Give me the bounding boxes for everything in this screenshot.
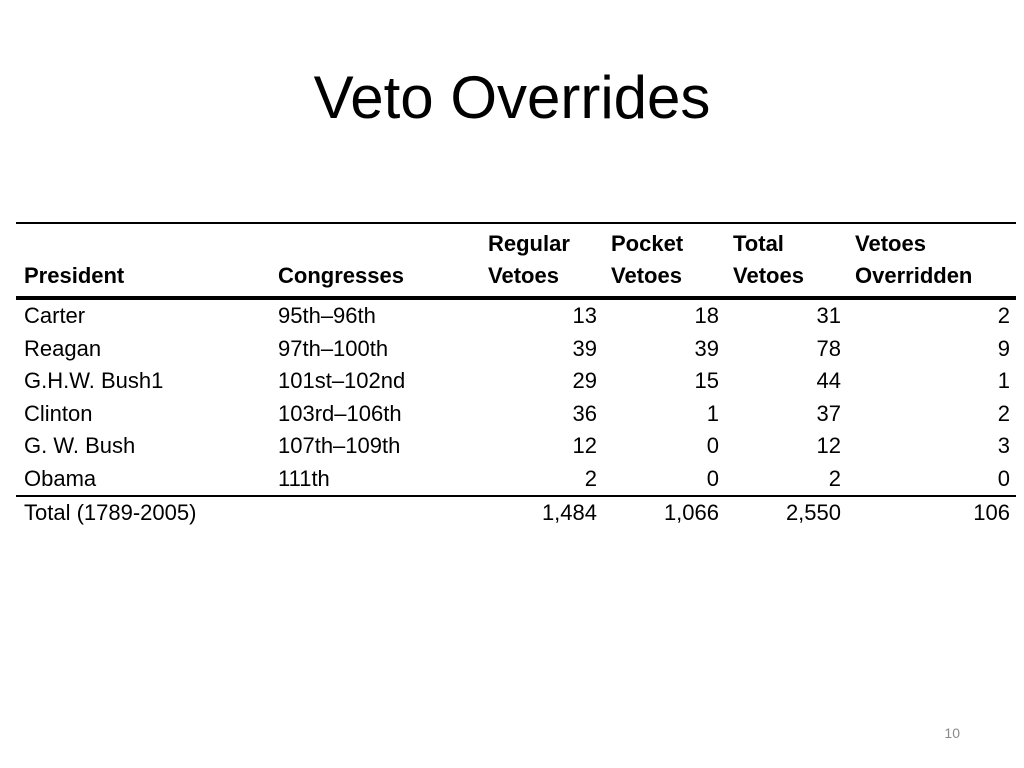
cell-pocket-vetoes: 15 bbox=[694, 368, 719, 394]
cell-pocket-vetoes: 1,066 bbox=[603, 496, 725, 530]
cell-president: Total (1789-2005) bbox=[16, 496, 270, 530]
cell-pocket-vetoes: 39 bbox=[694, 335, 719, 361]
veto-table-container bbox=[16, 222, 1016, 530]
cell-president: Carter bbox=[24, 303, 86, 329]
table-total-row bbox=[16, 496, 1016, 530]
cell-congresses: 103rd–106th bbox=[278, 400, 402, 426]
header-total-vetoes: Total Vetoes bbox=[725, 223, 847, 298]
cell-vetoes-overridden: 106 bbox=[847, 496, 1016, 530]
veto-table bbox=[16, 222, 1016, 530]
cell-regular-vetoes: 1,484 bbox=[480, 496, 603, 530]
cell-regular-vetoes: 29 bbox=[572, 368, 597, 394]
cell-congresses: 95th–96th bbox=[278, 303, 376, 329]
cell-president: Clinton bbox=[24, 400, 93, 426]
cell-president: G. W. Bush bbox=[24, 433, 136, 459]
cell-total-vetoes: 37 bbox=[816, 400, 841, 426]
cell-vetoes-overridden: 3 bbox=[997, 433, 1010, 459]
cell-regular-vetoes: 36 bbox=[572, 400, 597, 426]
header-president: President bbox=[16, 223, 270, 298]
cell-pocket-vetoes: 0 bbox=[706, 465, 719, 491]
table-row bbox=[16, 398, 1016, 431]
cell-regular-vetoes: 12 bbox=[572, 433, 597, 459]
slide-title: Veto Overrides bbox=[313, 64, 711, 131]
cell-pocket-vetoes: 0 bbox=[706, 433, 719, 459]
header-regular-vetoes: Regular Vetoes bbox=[480, 223, 603, 298]
cell-vetoes-overridden: 1 bbox=[997, 368, 1010, 394]
cell-congresses: 107th–109th bbox=[278, 433, 401, 459]
cell-president: G.H.W. Bush1 bbox=[24, 368, 164, 394]
cell-vetoes-overridden: 0 bbox=[997, 465, 1010, 491]
cell-total-vetoes: 2 bbox=[828, 465, 841, 491]
table-row bbox=[16, 333, 1016, 366]
cell-pocket-vetoes: 1 bbox=[706, 400, 719, 426]
cell-regular-vetoes: 2 bbox=[584, 465, 597, 491]
table-header-row bbox=[16, 223, 1016, 298]
table-row bbox=[16, 365, 1016, 398]
cell-total-vetoes: 2,550 bbox=[725, 496, 847, 530]
table-row bbox=[16, 463, 1016, 497]
page-number: 10 bbox=[944, 725, 960, 741]
cell-vetoes-overridden: 2 bbox=[997, 400, 1010, 426]
table-row bbox=[16, 430, 1016, 463]
table-row bbox=[16, 298, 1016, 333]
header-vetoes-overridden: Vetoes Overridden bbox=[847, 223, 1016, 298]
header-congresses: Congresses bbox=[270, 223, 480, 298]
cell-regular-vetoes: 13 bbox=[572, 303, 597, 329]
cell-total-vetoes: 78 bbox=[816, 335, 841, 361]
cell-president: Reagan bbox=[24, 335, 102, 361]
cell-total-vetoes: 44 bbox=[816, 368, 841, 394]
header-pocket-vetoes: Pocket Vetoes bbox=[603, 223, 725, 298]
cell-congresses: 111th bbox=[278, 465, 330, 491]
cell-congresses bbox=[270, 496, 480, 530]
cell-pocket-vetoes: 18 bbox=[694, 303, 719, 329]
cell-regular-vetoes: 39 bbox=[572, 335, 597, 361]
cell-total-vetoes: 31 bbox=[816, 303, 841, 329]
cell-congresses: 101st–102nd bbox=[278, 368, 406, 394]
cell-total-vetoes: 12 bbox=[816, 433, 841, 459]
cell-congresses: 97th–100th bbox=[278, 335, 389, 361]
cell-vetoes-overridden: 9 bbox=[997, 335, 1010, 361]
cell-vetoes-overridden: 2 bbox=[997, 303, 1010, 329]
cell-president: Obama bbox=[24, 465, 97, 491]
